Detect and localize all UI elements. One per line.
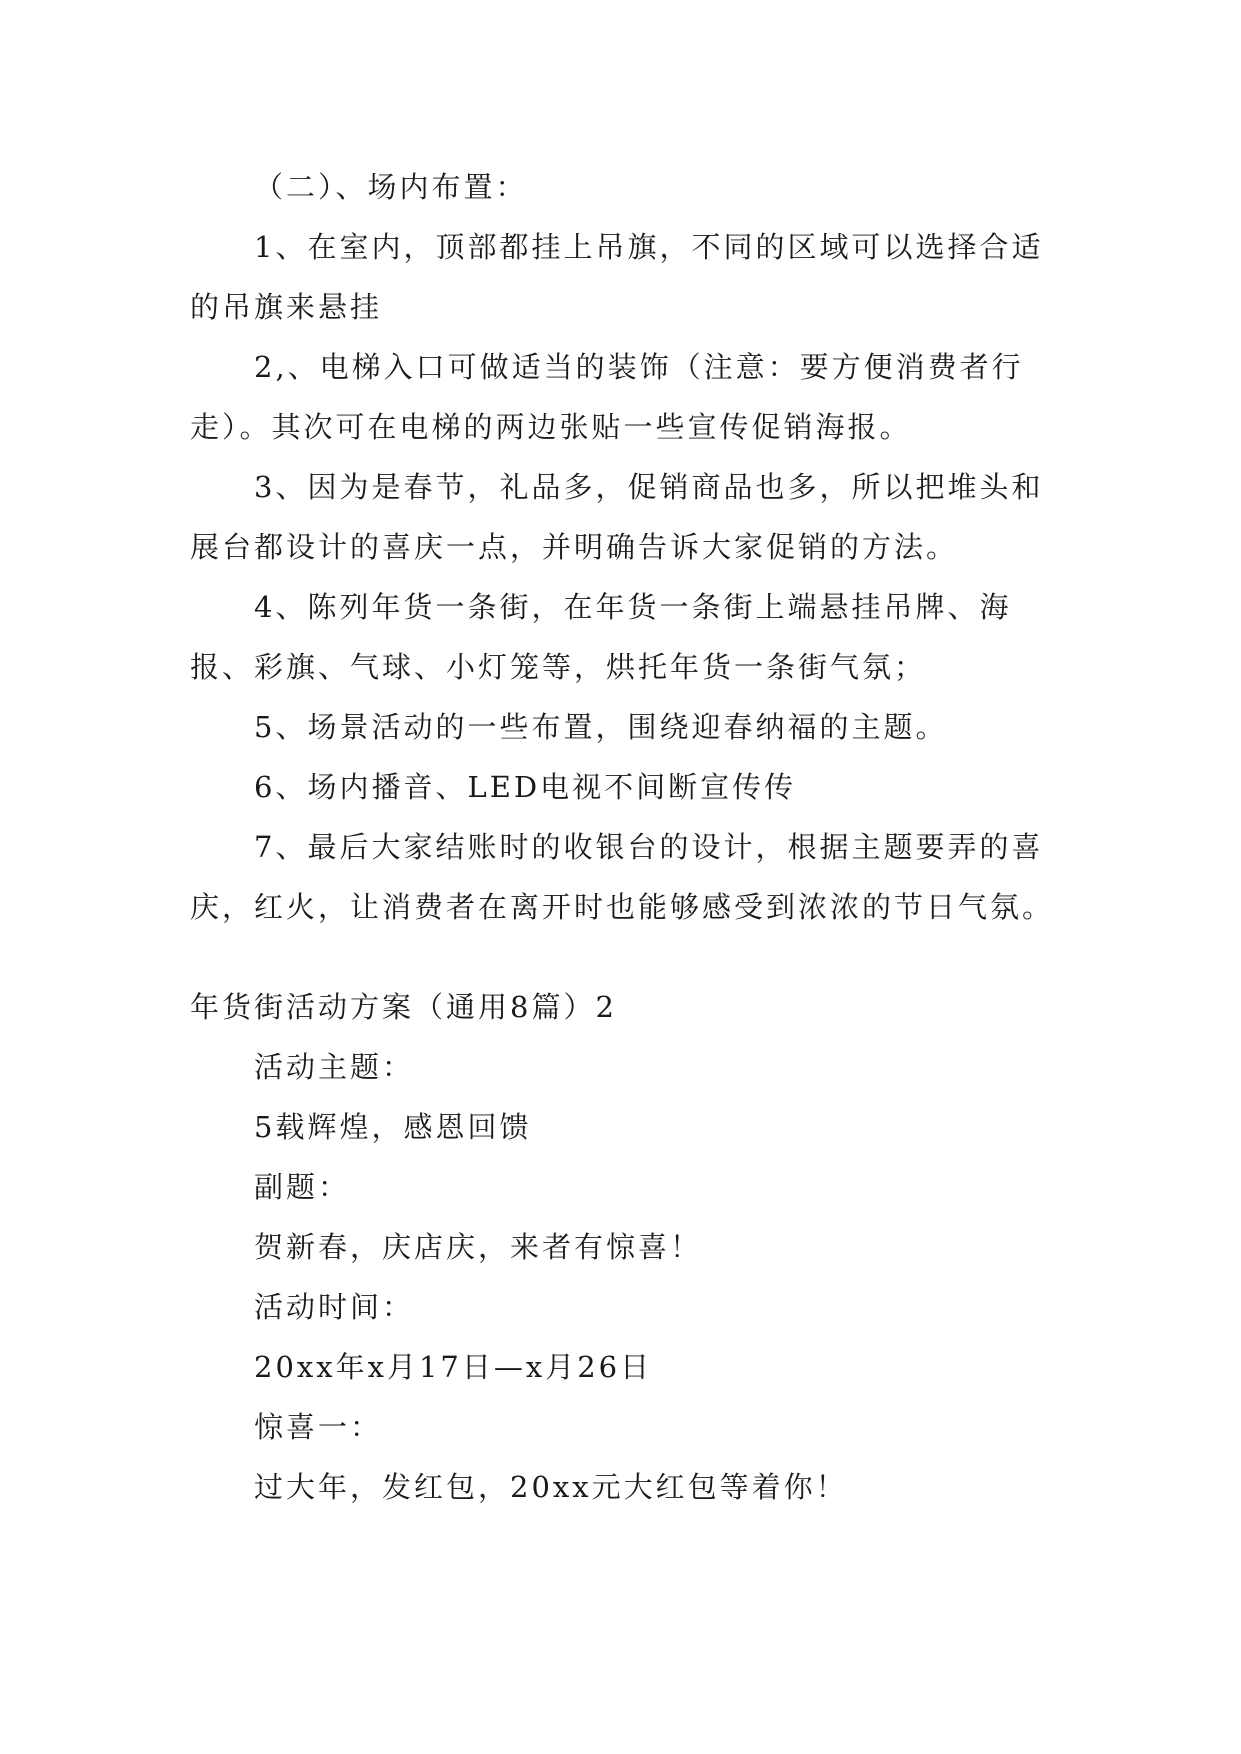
list-item: 7、最后大家结账时的收银台的设计，根据主题要弄的喜庆，红火，让消费者在离开时也能够感受到浓浓的节日气氛。 [190, 830, 1055, 924]
list-item: 4、陈列年货一条街，在年货一条街上端悬挂吊牌、海报、彩旗、气球、小灯笼等，烘托年货一条街气氛； [190, 590, 1012, 684]
text-line: 副题： [254, 1170, 351, 1204]
article-title: 年货街活动方案（通用8篇）2 [190, 990, 617, 1024]
text-line: 5载辉煌，感恩回馈 [254, 1110, 532, 1144]
section-heading: （二）、场内布置： [254, 170, 528, 204]
text-line: 贺新春，庆店庆，来者有惊喜！ [254, 1230, 703, 1264]
list-item: 6、场内播音、LED电视不间断宣传传 [254, 770, 797, 804]
text-line: 过大年，发红包，20xx元大红包等着你！ [254, 1470, 848, 1504]
list-item: 2,、电梯入口可做适当的装饰（注意：要方便消费者行走）。其次可在电梯的两边张贴一些宣传促销海报。 [190, 350, 1024, 444]
list-item: 5、场景活动的一些布置，围绕迎春纳福的主题。 [254, 710, 948, 744]
text-line: 活动时间： [254, 1290, 415, 1324]
list-item: 1、在室内，顶部都挂上吊旗，不同的区域可以选择合适的吊旗来悬挂 [190, 230, 1044, 324]
document-body [190, 157, 1070, 1517]
text-line: 惊喜一： [254, 1410, 383, 1444]
list-item: 3、因为是春节，礼品多，促销商品也多，所以把堆头和展台都设计的喜庆一点，并明确告诉大家促销的方法。 [190, 470, 1044, 564]
text-line: 活动主题： [254, 1050, 415, 1084]
text-line: 20xx年x月17日—x月26日 [254, 1350, 653, 1384]
